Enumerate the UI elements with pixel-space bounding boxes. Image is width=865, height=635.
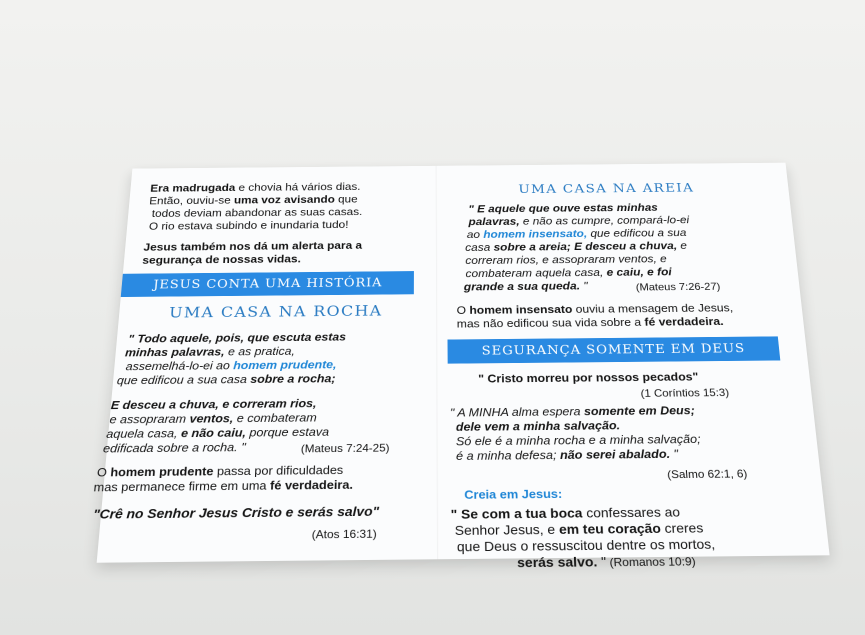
quote-areia-1: " E aquele que ouve estas minhas (468, 201, 659, 215)
quote-rocha-6: e assopraram ventos, e combateram (109, 410, 317, 427)
ref-salmo: (Salmo 62:1, 6) (666, 467, 748, 481)
section-title-rocha: UMA CASA NA ROCHA (168, 302, 383, 322)
quote-corintios: " Cristo morreu por nossos pecados" (478, 369, 699, 386)
insensato-line-1: O homem insensato ouviu a mensagem de Jesus, (456, 301, 734, 317)
ref-mateus-7-24: (Mateus 7:24-25) (300, 441, 390, 456)
quote-rocha-8: edificada sobre a rocha. " (102, 440, 247, 456)
quote-areia-7: grande a sua queda. " (463, 279, 588, 293)
salmo-line-4: é a minha defesa; não serei abalado. " (456, 446, 679, 463)
quote-rocha-1: " Todo aquele, pois, que escuta estas (127, 330, 347, 346)
ref-corintios: (1 Coríntios 15:3) (640, 386, 730, 400)
romanos-line-3: que Deus o ressuscitou dentre os mortos, (456, 536, 716, 555)
intro-line-1: Era madrugada e chovia há vários dias. (149, 180, 361, 195)
left-column (92, 166, 433, 563)
intro-line-2: Então, ouviu-se uma voz avisando que (148, 192, 358, 207)
quote-rocha-5: E desceu a chuva, e correram rios, (110, 396, 317, 412)
intro-line-3: todos deviam abandonar as suas casas. (151, 205, 363, 220)
section-banner-jesus: JESUS CONTA UMA HISTÓRIA (121, 271, 414, 297)
quote-rocha-4: que edificou a sua casa sobre a rocha; (116, 371, 336, 387)
quote-rocha-3: assemelhá-lo-ei ao homem prudente, (125, 357, 337, 373)
prudente-line-2: mas permanece firme em uma fé verdadeira. (93, 477, 354, 495)
right-column (445, 163, 830, 571)
intro-line-4: O rio estava subindo e inundaria tudo! (148, 218, 349, 233)
quote-atos: "Crê no Senhor Jesus Cristo e serás salvo" (92, 503, 380, 522)
insensato-line-2: mas não edificou sua vida sobre a fé verdadeira. (456, 314, 724, 331)
quote-areia-4: casa sobre a areia; E desceu a chuva, e (465, 239, 688, 254)
quote-areia-2: palavras, e não as cumpre, compará-lo-ei (468, 213, 690, 228)
section-title-areia: UMA CASA NA AREIA (518, 180, 695, 197)
quote-areia-3: ao homem insensato, que edificou a sua (466, 226, 687, 241)
pamphlet (92, 163, 830, 571)
section-banner-seguranca: SEGURANÇA SOMENTE EM DEUS (448, 336, 781, 363)
creia-heading: Creia em Jesus: (464, 486, 563, 502)
prudente-line-1: O homem prudente passa por dificuldades (96, 462, 344, 480)
salmo-line-1: " A MINHA alma espera somente em Deus; (449, 403, 696, 420)
alert-line-2: segurança de nossas vidas. (141, 252, 302, 267)
alert-line-1: Jesus também nos dá um alerta para a (143, 239, 363, 254)
quote-areia-5: correram rios, e assopraram ventos, e (465, 252, 668, 267)
quote-rocha-7: aquela casa, e não caiu, porque estava (105, 424, 330, 441)
romanos-line-2: Senhor Jesus, e em teu coração creres (454, 520, 704, 538)
salmo-line-2: dele vem a minha salvação. (455, 418, 621, 434)
ref-atos: (Atos 16:31) (311, 527, 377, 542)
quote-rocha-2: minhas palavras, e as pratica, (124, 344, 296, 359)
quote-areia-6: combateram aquela casa, e caiu, e foi (465, 265, 673, 280)
ref-mateus-7-26: (Mateus 7:26-27) (635, 280, 721, 293)
romanos-line-4: serás salvo. " (Romanos 10:9) (516, 553, 697, 571)
romanos-line-1: " Se com a tua boca confessares ao (450, 504, 681, 522)
salmo-line-3: Só ele é a minha rocha e a minha salvação; (455, 432, 701, 449)
fold-line (436, 166, 439, 559)
